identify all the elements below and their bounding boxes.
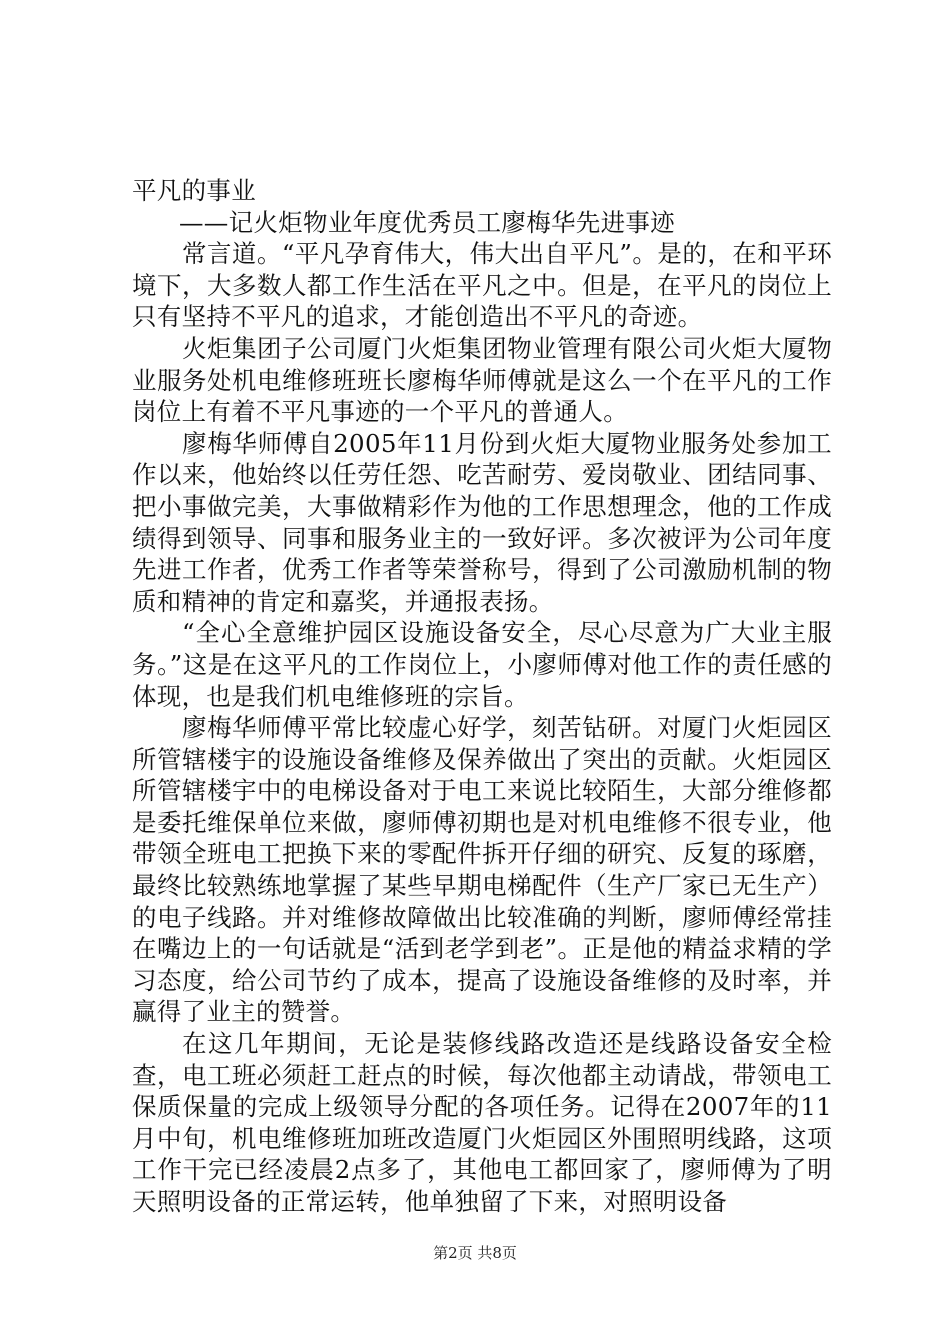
document-subtitle: ——记火炬物业年度优秀员工廖梅华先进事迹	[179, 207, 675, 237]
paragraph-6: 在这几年期间，无论是装修线路改造还是线路设备安全检查，电工班必须赶工赶点的时候，每次他都主动请战，带领电工保质保量的完成上级领导分配的各项任务。记得在2007年的11月中旬，机电维修班加班改造厦门火炬园区外围照明线路，这项工作干完已经凌晨2点多了，其他电工都回家了，廖师傅为了明天照明设备的正常运转，他单独留了下来，对照明设备	[132, 1029, 832, 1216]
paragraph-5: 廖梅华师傅平常比较虚心好学，刻苦钻研。对厦门火炬园区所管辖楼宇的设施设备维修及保养做出了突出的贡献。火炬园区所管辖楼宇中的电梯设备对于电工来说比较陌生，大部分维修都是委托维保单位来做，廖师傅初期也是对机电维修不很专业，他带领全班电工把换下来的零配件拆开仔细的研究、反复的琢磨，最终比较熟练地掌握了某些早期电梯配件（生产厂家已无生产）的电子线路。并对维修故障做出比较准确的判断，廖师傅经常挂在嘴边上的一句话就是“活到老学到老”。正是他的精益求精的学习态度，给公司节约了成本，提高了设施设备维修的及时率，并赢得了业主的赞誉。	[132, 713, 832, 1027]
paragraph-2: 火炬集团子公司厦门火炬集团物业管理有限公司火炬大厦物业服务处机电维修班班长廖梅华师傅就是这么一个在平凡的工作岗位上有着不平凡事迹的一个平凡的普通人。	[132, 333, 832, 427]
page-footer	[0, 1243, 950, 1263]
page-number-label: 第2页 共8页	[433, 1244, 517, 1262]
document-title: 平凡的事业	[132, 176, 256, 205]
paragraph-4: “全心全意维护园区设施设备安全，尽心尽意为广大业主服务。”这是在这平凡的工作岗位上，小廖师傅对他工作的责任感的体现，也是我们机电维修班的宗旨。	[132, 618, 832, 711]
paragraph-3: 廖梅华师傅自2005年11月份到火炬大厦物业服务处参加工作以来，他始终以任劳任怨、吃苦耐劳、爱岗敬业、团结同事、把小事做完美，大事做精彩作为他的工作思想理念，他的工作成绩得到领导、同事和服务业主的一致好评。多次被评为公司年度先进工作者，优秀工作者等荣誉称号，得到了公司激励机制的物质和精神的肯定和嘉奖，并通报表扬。	[132, 428, 832, 616]
paragraph-1: 常言道。“平凡孕育伟大，伟大出自平凡”。是的，在和平环境下，大多数人都工作生活在平凡之中。但是，在平凡的岗位上只有坚持不平凡的追求，才能创造出不平凡的奇迹。	[132, 239, 832, 332]
document-body	[132, 175, 832, 1218]
